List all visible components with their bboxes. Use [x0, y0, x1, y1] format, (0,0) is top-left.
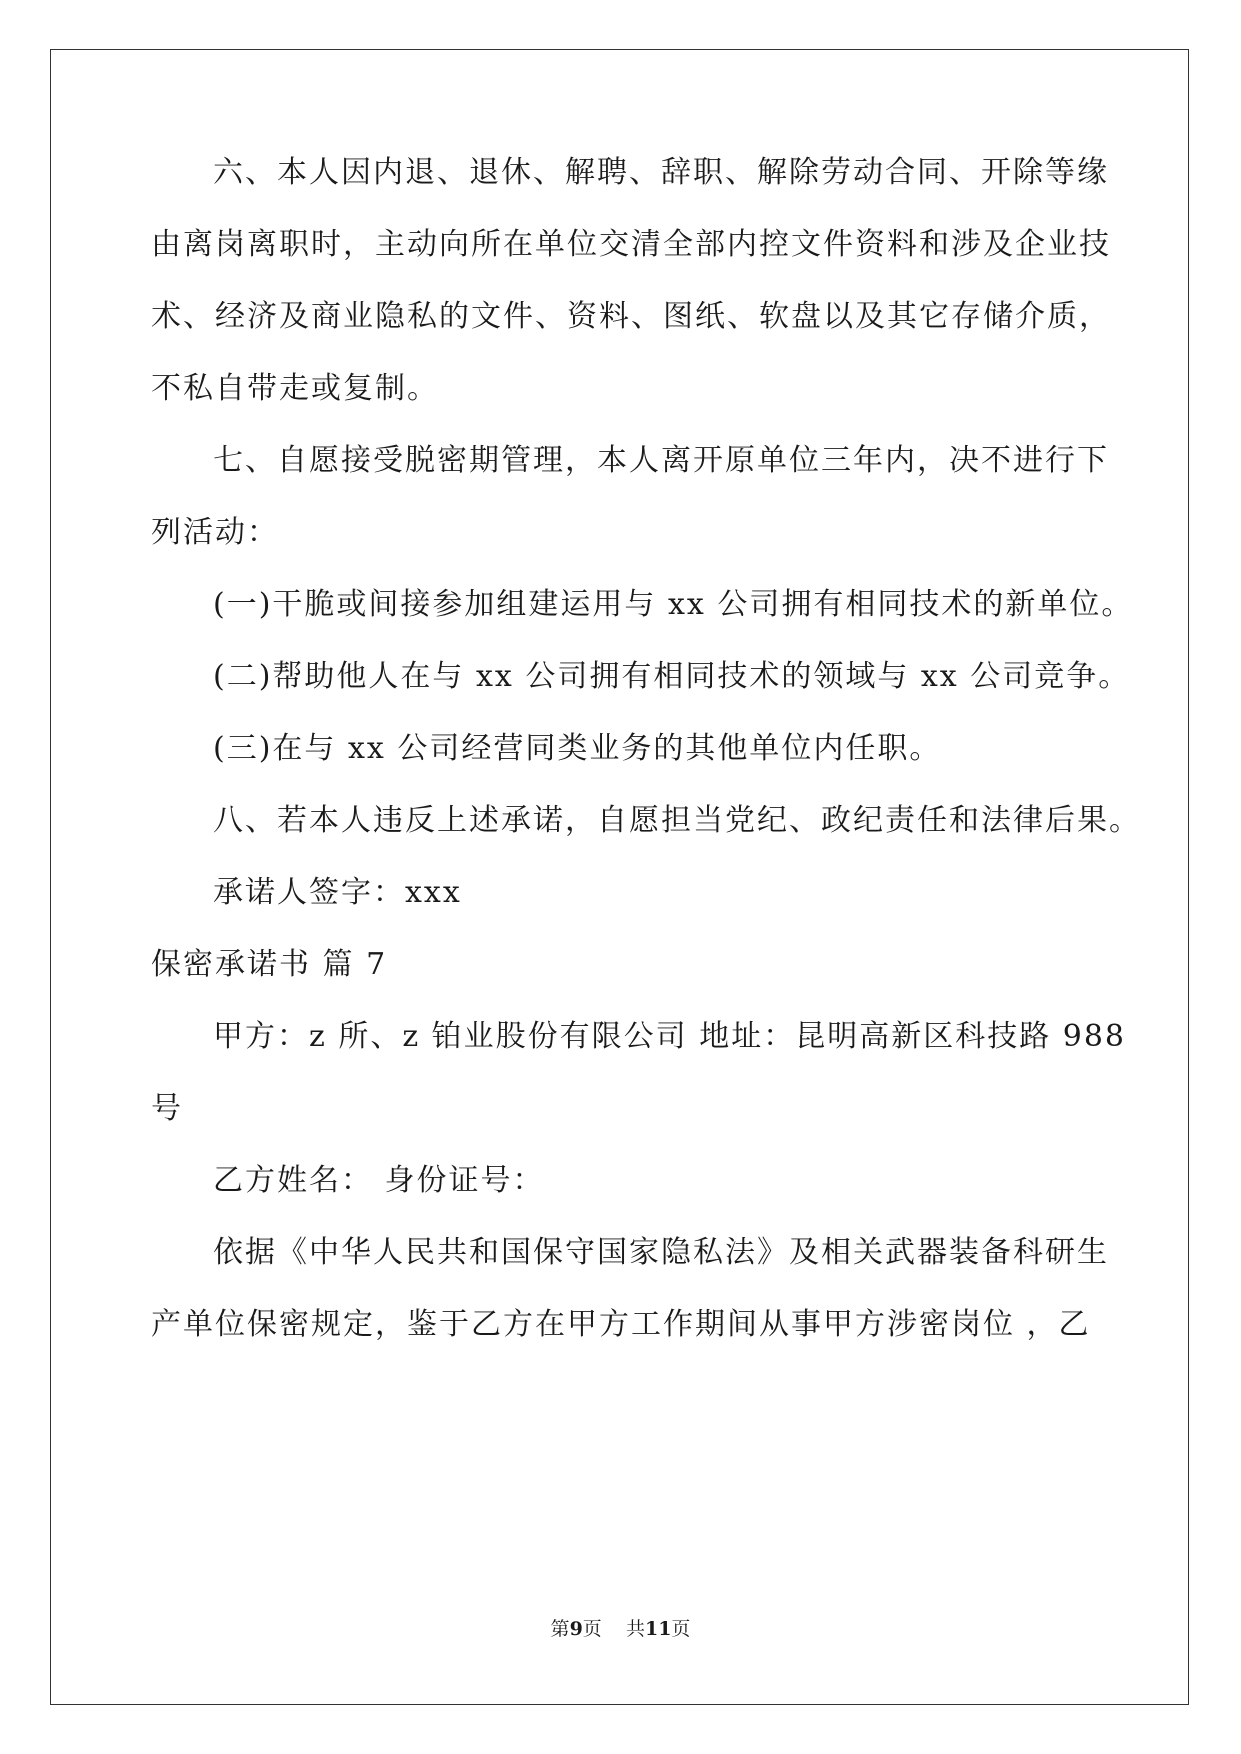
list-item-3: (三)在与 xx 公司经营同类业务的其他单位内任职。 — [213, 731, 942, 766]
paragraph-8: 八、若本人违反上述承诺，自愿担当党纪、政纪责任和法律后果。 — [213, 803, 1141, 838]
paragraph-6-line-3: 术、经济及商业隐私的文件、资料、图纸、软盘以及其它存储介质， — [151, 299, 1111, 334]
section-heading: 保密承诺书 篇 7 — [151, 947, 388, 982]
party-b-line: 乙方姓名： 身份证号： — [213, 1163, 545, 1198]
footer-page-total: 11 — [644, 1618, 672, 1640]
footer-suffix: 页 — [671, 1618, 691, 1640]
footer-page-current: 9 — [569, 1618, 583, 1640]
paragraph-6-line-4: 不私自带走或复制。 — [151, 371, 439, 406]
basis-line-2: 产单位保密规定，鉴于乙方在甲方工作期间从事甲方涉密岗位 ，乙 — [151, 1307, 1091, 1342]
footer-mid: 页 共 — [582, 1618, 645, 1640]
list-item-1: (一)干脆或间接参加组建运用与 xx 公司拥有相同技术的新单位。 — [213, 587, 1134, 622]
paragraph-6-line-2: 由离岗离职时，主动向所在单位交清全部内控文件资料和涉及企业技 — [151, 227, 1111, 262]
paragraph-6-line-1: 六、本人因内退、退休、解聘、辞职、解除劳动合同、开除等缘 — [213, 155, 1109, 190]
list-item-2: (二)帮助他人在与 xx 公司拥有相同技术的领域与 xx 公司竞争。 — [213, 659, 1131, 694]
basis-line-1: 依据《中华人民共和国保守国家隐私法》及相关武器装备科研生 — [213, 1235, 1109, 1270]
signature-line: 承诺人签字：xxx — [213, 875, 462, 910]
paragraph-7-line-1: 七、自愿接受脱密期管理，本人离开原单位三年内，决不进行下 — [213, 443, 1109, 478]
footer-prefix: 第 — [550, 1618, 570, 1640]
party-a-line-2: 号 — [151, 1091, 183, 1126]
paragraph-7-line-2: 列活动： — [151, 515, 279, 550]
party-a-line-1: 甲方：z 所、z 铂业股份有限公司 地址：昆明高新区科技路 988 — [213, 1019, 1127, 1054]
page-footer — [0, 1617, 1241, 1641]
